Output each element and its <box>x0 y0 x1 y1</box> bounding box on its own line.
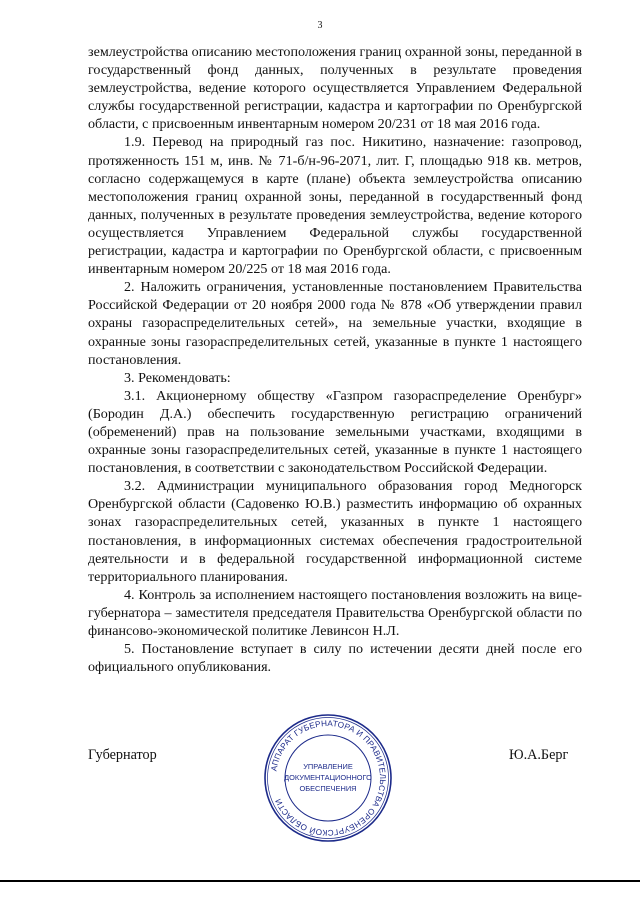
paragraph-4: 4. Контроль за исполнением настоящего постановления возложить на вице-губернатора – заместителя председателя Правительства Оренбургской области по финансово-экономической политике Левинсон Н.Л. <box>88 586 582 639</box>
paragraph-5: 5. Постановление вступает в силу по истечении десяти дней после его официального опубликования. <box>88 641 582 676</box>
signatory-position: Губернатор <box>88 747 157 763</box>
paragraph-2: 2. Наложить ограничения, установленные постановлением Правительства Российской Федерации от 20 ноября 2000 года № 878 «Об утверждении правил охраны газораспределительных сетей», на земельные участки, входящие в охранные зоны газораспределительных сетей, указанные в пункте 1 настоящего постановления. <box>88 279 582 368</box>
official-stamp <box>262 712 394 844</box>
paragraph-3-2: 3.2. Администрации муниципального образования город Медногорск Оренбургской области (Садовенко Ю.В.) разместить информацию об охранных зонах газораспределительных сетей, указанных в пункте 1 настоящего постановления, в информационных системах обеспечения градостроительной деятельности и в федеральной государственной информационной системе территориального планирования. <box>88 478 582 585</box>
stamp-inner-line-3: ОБЕСПЕЧЕНИЯ <box>299 784 357 793</box>
document-body <box>88 43 582 676</box>
paragraph-3: 3. Рекомендовать: <box>124 369 231 386</box>
paragraph-continuation: землеустройства описанию местоположения границ охранной зоны, переданной в государственный фонд данных, полученных в результате проведения землеустройства, ведение которого осуществляется Управлением Федеральной службы государственной регистрации, кадастра и картографии по Оренбургской области, с присвоенным инвентарным номером 20/231 от 18 мая 2016 года. <box>88 44 582 133</box>
bottom-rule <box>0 880 640 882</box>
paragraph-1-9: 1.9. Перевод на природный газ пос. Никитино, назначение: газопровод, протяженность 151 м, инв. № 71-б/н-96-2071, лит. Г, площадью 918 кв. метров, согласно содержащемуся в карте (плане) объекта землеустройства описанию местоположения границ охранной зоны, переданной в государственный фонд данных, полученных в результате проведения землеустройства, ведение которого осуществляется Управлением Федеральной службы государственной регистрации, кадастра и картографии по Оренбургской области, с присвоенным инвентарным номером 20/225 от 18 мая 2016 года. <box>88 134 582 278</box>
stamp-inner-line-1: УПРАВЛЕНИЕ <box>303 762 353 771</box>
page-number: 3 <box>317 20 323 31</box>
paragraph-3-1: 3.1. Акционерному обществу «Газпром газораспределение Оренбург» (Бородин Д.А.) обеспечить государственную регистрацию ограничений (обременений) прав на пользование земельными участками, входящими в охранные зоны газораспределительных сетей, указанные в пункте 1 настоящего постановления, в соответствии с законодательством Российской Федерации. <box>88 387 582 477</box>
stamp-inner-line-2: ДОКУМЕНТАЦИОННОГО <box>284 773 372 782</box>
signatory-name: Ю.А.Берг <box>509 747 569 763</box>
stamp-outer-textpath: АППАРАТ ГУБЕРНАТОРА И ПРАВИТЕЛЬСТВА ОРЕНБУРГСКОЙ ОБЛАСТИ <box>269 718 388 838</box>
